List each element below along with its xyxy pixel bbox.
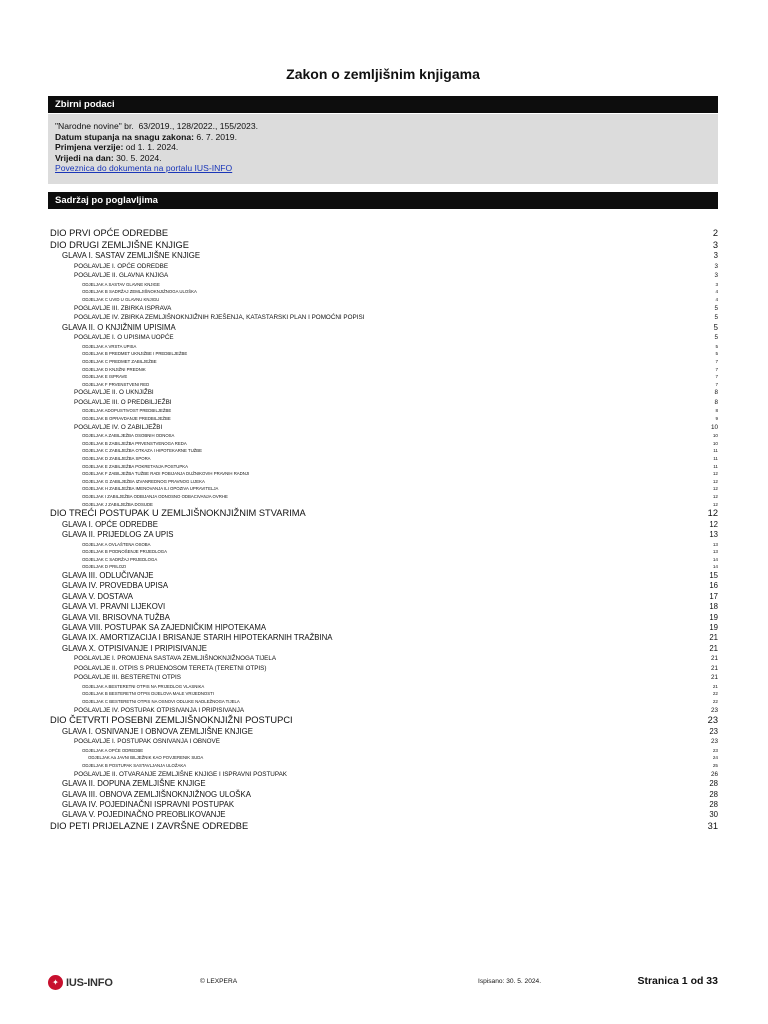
valid-line: Vrijedi na dan: 30. 5. 2024.	[55, 152, 162, 163]
toc-entry-title: GLAVA VI. PRAVNI LIJEKOVI	[62, 602, 166, 612]
toc-entry-page: 12	[712, 471, 718, 477]
toc-entry[interactable]	[48, 779, 718, 789]
toc-entry-page: 3	[714, 272, 718, 280]
toc-entry-page: 14	[712, 564, 718, 570]
table-of-contents	[48, 228, 718, 832]
version-line: Primjena verzije: od 1. 1. 2024.	[55, 142, 179, 152]
toc-entry-title: ODJELJAK J ZABILJEŽBA DOSUDE	[82, 501, 153, 507]
toc-entry-title: POGLAVLJE III. BESTERETNI OTPIS	[74, 674, 181, 682]
toc-entry-title: ODJELJAK B POSTUPAK SASTAVLJANJA ULOŽAKA	[82, 762, 187, 768]
toc-entry-page: 10	[710, 423, 718, 431]
toc-entry[interactable]	[48, 508, 718, 520]
toc-entry-page: 23	[712, 747, 718, 753]
toc-entry[interactable]	[48, 790, 718, 800]
toc-entry-page: 21	[710, 664, 718, 672]
toc-entry[interactable]	[48, 485, 718, 493]
toc-entry-title: ODJELJAK ADOPUSTIVOST PREDBILJEŽBE	[82, 408, 172, 414]
toc-entry-page: 10	[712, 433, 718, 439]
toc-entry[interactable]	[48, 548, 718, 556]
toc-entry[interactable]	[48, 698, 718, 706]
logo-mark-icon: ✦	[48, 975, 63, 990]
toc-entry-title: POGLAVLJE I. O UPISIMA UOPĆE	[74, 334, 174, 342]
summary-box	[48, 114, 718, 184]
toc-entry-title: ODJELJAK F PRVENSTVENI RED	[82, 381, 150, 387]
toc-entry[interactable]	[48, 654, 718, 664]
toc-entry-page: 21	[709, 643, 718, 653]
toc-entry[interactable]	[48, 251, 718, 261]
toc-entry-page: 7	[715, 374, 718, 380]
toc-entry-title: GLAVA III. ODLUČIVANJE	[62, 570, 154, 580]
toc-entry-title: GLAVA II. PRIJEDLOG ZA UPIS	[62, 530, 174, 540]
toc-entry[interactable]	[48, 800, 718, 810]
toc-entry-page: 23	[707, 715, 718, 726]
toc-entry-page: 5	[713, 322, 718, 332]
toc-entry[interactable]	[48, 737, 718, 747]
toc-entry-title: ODJELJAK B BESTERETNI OTPIS DIJELOVA MALE VRIJEDNOSTI	[82, 691, 214, 697]
toc-entry-page: 19	[709, 612, 718, 622]
toc-entry-title: GLAVA IV. POJEDINAČNI ISPRAVNI POSTUPAK	[62, 799, 235, 809]
toc-entry[interactable]	[48, 447, 718, 455]
toc-entry-title: GLAVA I. OPĆE ODREDBE	[62, 519, 158, 529]
toc-entry-page: 3	[713, 251, 718, 261]
toc-entry-title: ODJELJAK A SASTAV GLAVNE KNJIGE	[82, 281, 160, 287]
toc-entry-page: 7	[715, 381, 718, 387]
toc-entry-title: GLAVA IV. PROVEDBA UPISA	[62, 581, 169, 591]
toc-entry-page: 19	[709, 622, 718, 632]
toc-entry[interactable]	[48, 602, 718, 612]
toc-entry[interactable]	[48, 592, 718, 602]
toc-entry[interactable]	[48, 281, 718, 289]
toc-entry-page: 5	[715, 343, 718, 349]
toc-entry-page: 8	[714, 398, 718, 406]
toc-entry-page: 12	[707, 508, 718, 519]
toc-entry[interactable]	[48, 770, 718, 780]
toc-entry[interactable]	[48, 541, 718, 549]
toc-entry[interactable]	[48, 288, 718, 296]
toc-entry-page: 3	[715, 281, 718, 287]
toc-entry[interactable]	[48, 810, 718, 820]
toc-entry-title: ODJELJAK B PREDMET UKNJIŽBE I PREDBILJEŽBE	[82, 351, 188, 357]
toc-entry[interactable]	[48, 423, 718, 433]
toc-entry-page: 17	[709, 591, 718, 601]
toc-entry-title: GLAVA II. O KNJIŽNIM UPISIMA	[62, 322, 176, 332]
toc-entry-title: ODJELJAK C SADRŽAJ PRIJEDLOGA	[82, 556, 158, 562]
toc-entry[interactable]	[48, 304, 718, 314]
toc-entry[interactable]	[48, 228, 718, 240]
toc-entry-page: 23	[710, 738, 718, 746]
toc-entry-title: ODJELJAK F ZABILJEŽBA TUŽBE RADI POBIJANJA DUŽNIKOVIH PRAVNIH RADNJI	[82, 471, 250, 477]
toc-entry-page: 11	[713, 456, 718, 462]
toc-entry-page: 13	[712, 541, 718, 547]
toc-entry-page: 23	[709, 726, 718, 736]
toc-entry-page: 14	[712, 556, 718, 562]
toc-entry-title: GLAVA V. POJEDINAČNO PREOBLIKOVANJE	[62, 810, 226, 820]
toc-entry-page: 26	[710, 770, 718, 778]
toc-entry[interactable]	[48, 388, 718, 398]
toc-entry[interactable]	[48, 493, 718, 501]
toc-entry-title: DIO ČETVRTI POSEBNI ZEMLJIŠNOKNJIŽNI POSTUPCI	[50, 715, 293, 726]
toc-entry[interactable]	[48, 358, 718, 366]
toc-entry[interactable]	[48, 673, 718, 683]
toc-entry-title: ODJELJAK A OPĆE ODREDBE	[82, 747, 144, 753]
toc-entry[interactable]	[48, 366, 718, 374]
toc-entry-page: 21	[709, 633, 718, 643]
toc-entry[interactable]	[48, 683, 718, 691]
toc-entry-page: 12	[712, 486, 718, 492]
document-title: Zakon o zemljišnim knjigama	[286, 66, 480, 82]
toc-entry-page: 22	[712, 691, 718, 697]
toc-entry-title: POGLAVLJE II. GLAVNA KNJIGA	[74, 272, 169, 280]
toc-entry-title: GLAVA VIII. POSTUPAK SA ZAJEDNIČKIM HIPOTEKAMA	[62, 622, 267, 632]
toc-entry-title: DIO PETI PRIJELAZNE I ZAVRŠNE ODREDBE	[50, 820, 249, 831]
toc-entry-page: 11	[713, 463, 718, 469]
toc-entry-title: ODJELJAK B ZABILJEŽBA PRVENSTVENOGA REDA	[82, 440, 187, 446]
printed-date: Ispisano: 30. 5. 2024.	[478, 978, 542, 985]
toc-entry-title: ODJELJAK C ZABILJEŽBA OTKAZA I HIPOTEKARNE TUŽBE	[82, 448, 203, 454]
toc-entry[interactable]	[48, 398, 718, 408]
toc-entry-title: ODJELJAK B PODNOŠENJE PRIJEDLOGA	[82, 549, 168, 555]
toc-entry-page: 3	[714, 262, 718, 270]
toc-entry-title: ODJELJAK D PRILOZI	[82, 564, 126, 570]
toc-entry[interactable]	[48, 623, 718, 633]
toc-entry[interactable]	[48, 690, 718, 698]
toc-entry-title: GLAVA VII. BRISOVNA TUŽBA	[62, 612, 170, 622]
in-force-line: Datum stupanja na snagu zakona: 6. 7. 2019.	[55, 131, 237, 142]
toc-entry-title: GLAVA I. SASTAV ZEMLJIŠNE KNJIGE	[62, 251, 201, 261]
toc-entry[interactable]	[48, 373, 718, 381]
toc-entry-page: 12	[712, 494, 718, 499]
toc-entry-page: 21	[712, 683, 718, 689]
toc-entry-page: 28	[709, 779, 718, 789]
toc-entry[interactable]	[48, 633, 718, 643]
toc-entry-title: POGLAVLJE II. OTVARANJE ZEMLJIŠNE KNJIGE I ISPRAVNI POSTUPAK	[74, 770, 287, 778]
portal-link[interactable]: Poveznica do dokumenta na portalu IUS-INFO	[55, 163, 233, 173]
toc-entry-title: ODJELJAK A ZABILJEŽBA OSOBNIH ODNOSA	[82, 433, 175, 439]
toc-entry[interactable]	[48, 501, 718, 509]
toc-entry-title: ODJELJAK H ZABILJEŽBA IMENOVANJA ILI OPOZIVA UPRAVITELJA	[82, 486, 219, 492]
toc-entry[interactable]	[48, 463, 718, 471]
toc-entry-title: POGLAVLJE I. PROMJENA SASTAVA ZEMLJIŠNOKNJIŽNOGA TIJELA	[74, 655, 277, 663]
page-footer	[48, 973, 718, 993]
toc-entry-page: 4	[715, 296, 718, 302]
page-number: Stranica 1 od 33	[637, 975, 718, 987]
toc-entry-title: ODJELJAK C UVID U GLAVNU KNJIGU	[82, 296, 160, 302]
toc-entry-title: GLAVA IX. AMORTIZACIJA I BRISANJE STARIH HIPOTEKARNIH TRAŽBINA	[62, 633, 333, 643]
toc-entry[interactable]	[48, 706, 718, 716]
toc-entry[interactable]	[48, 323, 718, 333]
toc-entry[interactable]	[48, 296, 718, 304]
toc-entry-title: ODJELJAK A BESTERETNI OTPIS NA PRIJEDLOG VLASNIKA	[82, 683, 205, 689]
toc-entry[interactable]	[48, 407, 718, 415]
toc-entry-title: GLAVA X. OTPISIVANJE I PRIPISIVANJE	[62, 643, 208, 653]
toc-entry-page: 31	[707, 820, 718, 831]
toc-entry[interactable]	[48, 747, 718, 755]
gazette-line: "Narodne novine" br. 63/2019., 128/2022., 155/2023.	[55, 121, 258, 131]
toc-entry-page: 13	[712, 549, 718, 555]
toc-entry-page: 8	[714, 389, 718, 397]
toc-entry-title: GLAVA II. DOPUNA ZEMLJIŠNE KNJIGE	[62, 779, 206, 789]
toc-entry[interactable]	[48, 664, 718, 674]
toc-entry-title: POGLAVLJE IV. ZBIRKA ZEMLJIŠNOKNJIŽNIH RJEŠENJA, KATASTARSKI PLAN I POMOĆNI POPISI	[74, 314, 365, 322]
toc-entry[interactable]	[48, 432, 718, 440]
toc-entry[interactable]	[48, 754, 718, 762]
toc-entry-page: 5	[714, 334, 718, 342]
toc-entry[interactable]	[48, 644, 718, 654]
toc-entry[interactable]	[48, 571, 718, 581]
toc-entry-page: 23	[710, 706, 718, 714]
toc-entry-title: ODJELJAK Aa JAVNI BILJEŽNIK KAO POVJERENIK SUDA	[88, 755, 204, 761]
toc-entry-page: 3	[712, 239, 718, 250]
toc-entry[interactable]	[48, 563, 718, 571]
toc-entry-page: 28	[709, 789, 718, 799]
toc-entry-page: 10	[712, 440, 718, 446]
toc-entry-page: 13	[709, 530, 718, 540]
logo-text: IUS-INFO	[66, 976, 113, 989]
toc-entry-title: POGLAVLJE IV. POSTUPAK OTPISIVANJA I PRIPISIVANJA	[74, 706, 245, 714]
ius-info-logo	[48, 975, 113, 990]
toc-entry-page: 28	[709, 799, 718, 809]
toc-entry[interactable]	[48, 478, 718, 486]
toc-entry[interactable]	[48, 240, 718, 252]
toc-entry[interactable]	[48, 271, 718, 281]
toc-entry-page: 7	[715, 358, 718, 364]
toc-entry[interactable]	[48, 715, 718, 727]
toc-entry-title: DIO DRUGI ZEMLJIŠNE KNJIGE	[50, 239, 189, 250]
toc-entry-page: 25	[712, 762, 718, 768]
toc-entry[interactable]	[48, 415, 718, 423]
toc-entry-page: 12	[712, 501, 718, 507]
copyright: © LEXPERA	[200, 978, 238, 985]
toc-entry-page: 8	[715, 408, 718, 414]
toc-entry-title: ODJELJAK D ZABILJEŽBA SPORA	[82, 456, 151, 462]
toc-entry-page: 30	[709, 810, 718, 820]
toc-entry-page: 5	[715, 351, 718, 357]
toc-entry-title: GLAVA I. OSNIVANJE I OBNOVA ZEMLJIŠNE KNJIGE	[62, 726, 253, 736]
toc-entry[interactable]	[48, 381, 718, 389]
toc-entry-page: 15	[709, 570, 718, 580]
toc-entry-title: POGLAVLJE II. O UKNJIŽBI	[74, 389, 154, 397]
toc-entry[interactable]	[48, 350, 718, 358]
toc-entry[interactable]	[48, 343, 718, 351]
toc-entry-title: ODJELJAK B OPRAVDANJE PREDBILJEŽBE	[82, 416, 171, 422]
toc-entry-page: 2	[712, 228, 718, 238]
toc-entry[interactable]	[48, 313, 718, 323]
toc-entry-title: ODJELJAK E ISPRAVE	[82, 374, 128, 380]
toc-entry-title: ODJELJAK E ZABILJEŽBA POKRETANJA POSTUPKA	[82, 463, 188, 469]
toc-entry-title: ODJELJAK D KNJIŽNI PREDNIK	[82, 366, 146, 372]
toc-entry[interactable]	[48, 520, 718, 530]
toc-entry[interactable]	[48, 440, 718, 448]
toc-entry-page: 16	[709, 581, 718, 591]
toc-entry-title: ODJELJAK C PREDMET ZABILJEŽBE	[82, 358, 157, 364]
toc-header: Sadržaj po poglavljima	[48, 192, 718, 209]
toc-entry-page: 12	[709, 519, 718, 529]
toc-entry[interactable]	[48, 530, 718, 540]
toc-entry[interactable]	[48, 613, 718, 623]
toc-entry-page: 5	[714, 314, 718, 322]
toc-entry-title: ODJELJAK I ZABILJEŽBA ODBIJANJA ODNOSNO ODBACIVANJA OVRHE	[82, 494, 228, 499]
toc-entry-page: 7	[715, 366, 718, 372]
toc-entry-title: DIO PRVI OPĆE ODREDBE	[50, 228, 169, 238]
toc-entry-title: ODJELJAK B SADRŽAJ ZEMLJIŠNOKNJIŽNOGA ULOŠKA	[82, 289, 197, 295]
toc-entry[interactable]	[48, 727, 718, 737]
toc-entry-page: 5	[714, 304, 718, 312]
toc-entry[interactable]	[48, 262, 718, 272]
toc-entry-title: POGLAVLJE III. ZBIRKA ISPRAVA	[74, 304, 172, 312]
toc-entry-page: 24	[712, 755, 718, 761]
toc-entry-title: ODJELJAK G ZABILJEŽBA IZVANREDNOG PRAVNOG LIJEKA	[82, 478, 205, 484]
toc-entry-title: POGLAVLJE II. OTPIS S PRIJENOSOM TERETA (TERETNI OTPIS)	[74, 664, 267, 672]
toc-entry-title: ODJELJAK A OVLAŠTENA OSOBA	[82, 541, 151, 547]
summary-header: Zbirni podaci	[48, 96, 718, 113]
toc-entry[interactable]	[48, 821, 718, 833]
toc-entry-title: POGLAVLJE I. OPĆE ODREDBE	[74, 262, 169, 270]
toc-entry-page: 12	[712, 478, 718, 484]
toc-entry-page: 18	[709, 602, 718, 612]
toc-entry-page: 21	[710, 655, 718, 663]
toc-entry-title: POGLAVLJE III. O PREDBILJEŽBI	[74, 398, 172, 406]
toc-entry[interactable]	[48, 333, 718, 343]
toc-entry[interactable]	[48, 581, 718, 591]
toc-entry[interactable]	[48, 762, 718, 770]
toc-entry-title: ODJELJAK C BESTERETNI OTPIS NA OSNOVI ODLUKE NADLEŽNOGA TIJELA	[82, 699, 240, 705]
toc-entry[interactable]	[48, 470, 718, 478]
toc-entry-page: 4	[715, 289, 718, 295]
toc-entry-page: 22	[712, 699, 718, 705]
toc-entry-page: 9	[715, 416, 718, 422]
toc-entry-title: ODJELJAK A VRSTA UPISA	[82, 343, 137, 349]
toc-entry[interactable]	[48, 455, 718, 463]
toc-entry-page: 11	[713, 448, 718, 454]
toc-entry[interactable]	[48, 556, 718, 564]
toc-entry-title: GLAVA III. OBNOVA ZEMLJIŠNOKNJIŽNOG ULOŠKA	[62, 789, 251, 799]
toc-entry-title: GLAVA V. DOSTAVA	[62, 591, 133, 601]
toc-entry-title: POGLAVLJE I. POSTUPAK OSNIVANJA I OBNOVE	[74, 738, 220, 746]
toc-entry-page: 21	[710, 674, 718, 682]
toc-entry-title: POGLAVLJE IV. O ZABILJEŽBI	[74, 423, 163, 431]
toc-entry-title: DIO TREĆI POSTUPAK U ZEMLJIŠNOKNJIŽNIM STVARIMA	[50, 508, 306, 519]
